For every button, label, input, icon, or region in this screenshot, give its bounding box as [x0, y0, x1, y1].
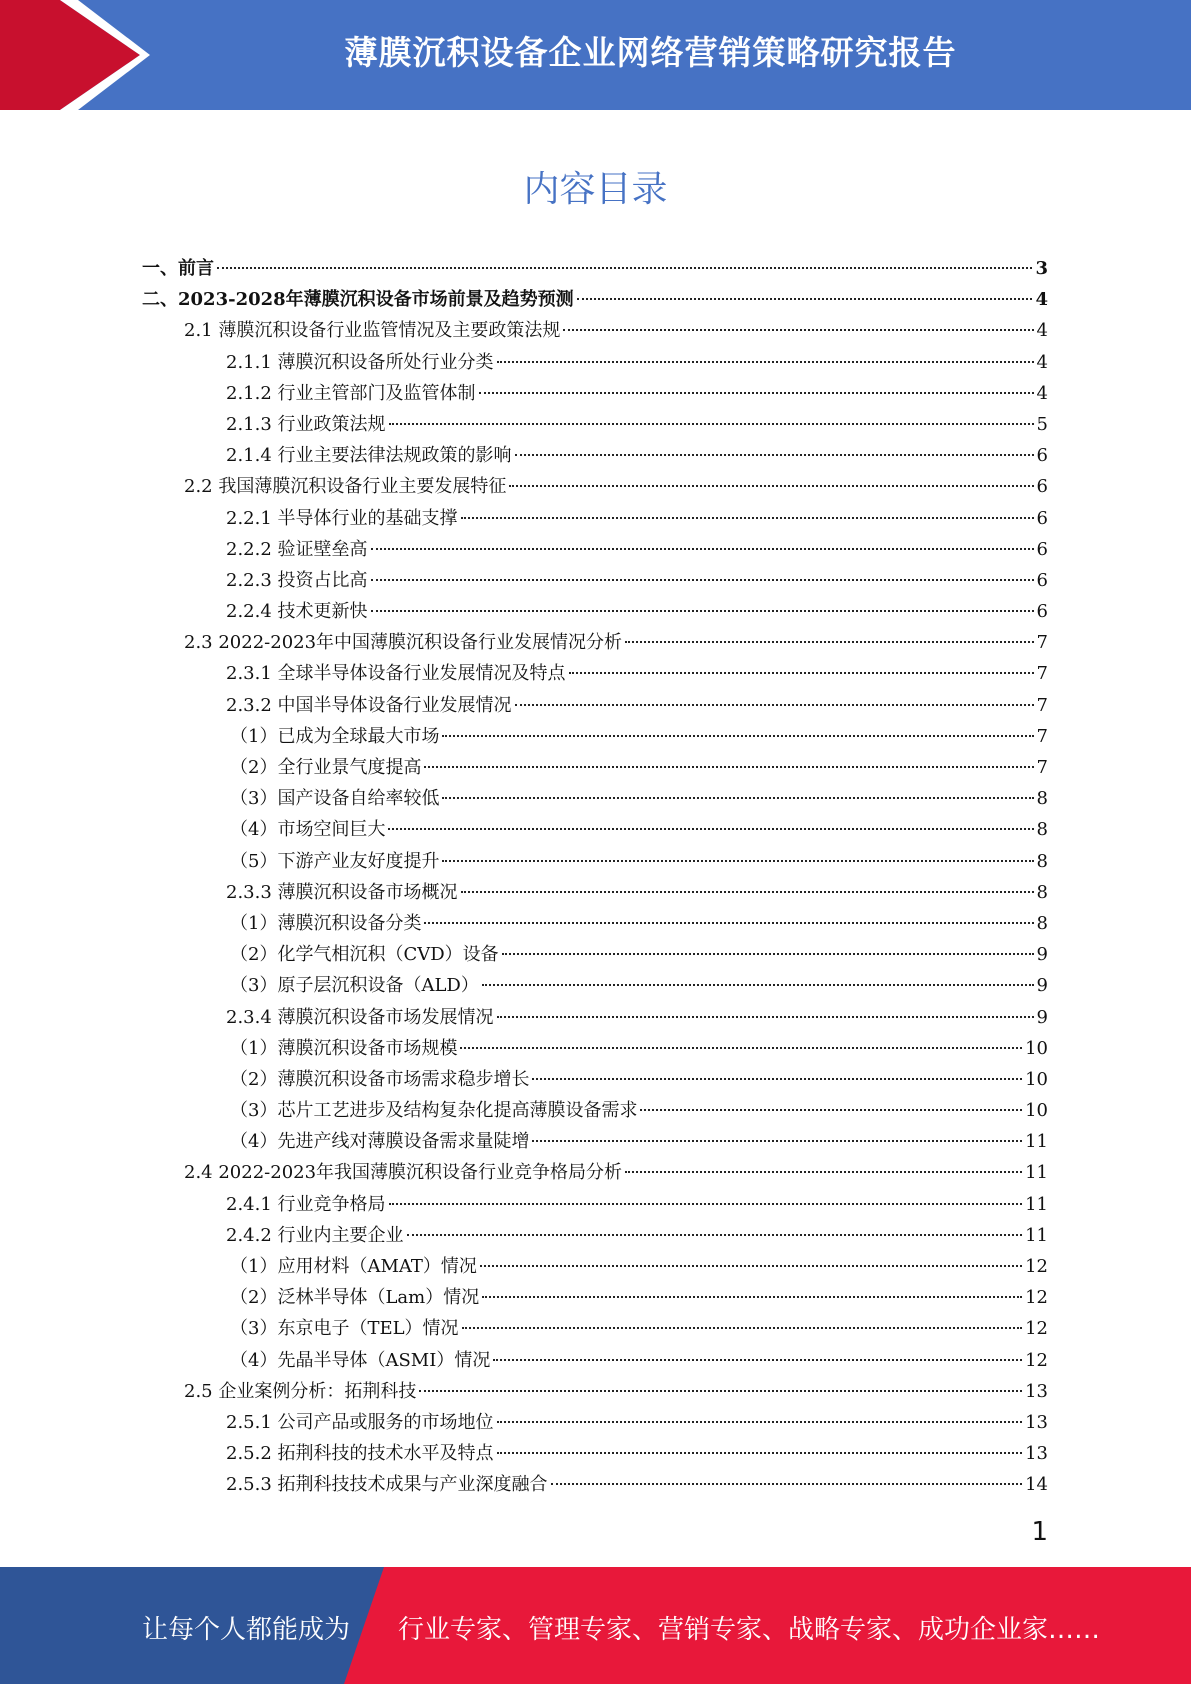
toc-entry-page: 6 [1036, 601, 1048, 623]
toc-dot-leader [509, 485, 1033, 487]
toc-entry-page: 9 [1036, 975, 1048, 997]
toc-dot-leader [461, 517, 1034, 519]
footer-banner [0, 1567, 1191, 1684]
toc-entry-page: 14 [1025, 1474, 1048, 1496]
toc-entry-page: 4 [1035, 289, 1048, 311]
toc-entry-title: 2.5.3 拓荆科技技术成果与产业深度融合 [226, 1474, 548, 1496]
toc-entry[interactable] [142, 378, 1048, 409]
toc-entry[interactable] [142, 503, 1048, 534]
toc-entry[interactable] [142, 1407, 1048, 1438]
toc-dot-leader [482, 1296, 1022, 1298]
toc-heading: 内容目录 [523, 169, 668, 210]
toc-entry[interactable] [142, 347, 1048, 378]
toc-entry[interactable] [142, 970, 1048, 1001]
toc-entry-title: 2.2.3 投资占比高 [226, 569, 368, 591]
toc-entry-title: 2.5.2 拓荆科技的技术水平及特点 [226, 1443, 494, 1465]
toc-entry[interactable] [142, 1095, 1048, 1126]
toc-dot-leader [515, 454, 1034, 456]
toc-entry-page: 4 [1036, 320, 1048, 342]
toc-entry-title: 2.1.1 薄膜沉积设备所处行业分类 [226, 351, 494, 373]
toc-entry[interactable] [142, 1282, 1048, 1313]
toc-dot-leader [515, 704, 1034, 706]
toc-entry-page: 8 [1036, 881, 1048, 903]
toc-entry-title: 一、前言 [142, 258, 214, 279]
toc-dot-leader [442, 735, 1033, 737]
toc-entry-page: 9 [1036, 944, 1048, 966]
toc-dot-leader [551, 1483, 1023, 1485]
toc-entry-page: 12 [1025, 1256, 1048, 1277]
toc-dot-leader [497, 1452, 1023, 1454]
toc-entry-title: 2.4.2 行业内主要企业 [226, 1224, 404, 1246]
toc-entry[interactable] [142, 565, 1048, 596]
toc-dot-leader [461, 891, 1034, 893]
toc-entry[interactable] [142, 1376, 1048, 1407]
toc-dot-leader [424, 922, 1033, 924]
toc-entry-title: （4）先进产线对薄膜设备需求量陡增 [230, 1131, 530, 1153]
toc-entry-page: 10 [1025, 1100, 1048, 1122]
toc-entry[interactable] [142, 315, 1048, 346]
toc-dot-leader [493, 1359, 1022, 1361]
toc-dot-leader [460, 1047, 1022, 1049]
toc-entry-page: 9 [1036, 1006, 1048, 1028]
toc-dot-leader [563, 329, 1033, 331]
toc-dot-leader [462, 1327, 1023, 1329]
toc-dot-leader [569, 672, 1034, 674]
toc-entry[interactable] [142, 284, 1048, 315]
report-title: 薄膜沉积设备企业网络营销策略研究报告 [344, 33, 957, 72]
toc-entry[interactable] [142, 752, 1048, 783]
toc-dot-leader [532, 1078, 1022, 1080]
toc-entry[interactable] [142, 253, 1048, 284]
toc-entry[interactable] [142, 1157, 1048, 1188]
toc-entry[interactable] [142, 1002, 1048, 1033]
toc-dot-leader [371, 579, 1034, 581]
toc-entry-title: （2）全行业景气度提高 [230, 757, 422, 778]
toc-dot-leader [480, 1265, 1022, 1267]
toc-entry-page: 7 [1036, 632, 1048, 654]
toc-entry-page: 3 [1035, 258, 1048, 279]
toc-entry-title: 2.3.2 中国半导体设备行业发展情况 [226, 694, 512, 716]
toc-entry[interactable] [142, 939, 1048, 970]
toc-dot-leader [497, 361, 1034, 363]
toc-dot-leader [389, 423, 1034, 425]
toc-entry[interactable] [142, 721, 1048, 752]
toc-entry[interactable] [142, 1033, 1048, 1064]
toc-entry[interactable] [142, 1313, 1048, 1344]
toc-entry[interactable] [142, 1345, 1048, 1376]
toc-entry[interactable] [142, 409, 1048, 440]
toc-entry-title: （1）应用材料（AMAT）情况 [230, 1256, 477, 1277]
toc-entry[interactable] [142, 783, 1048, 814]
toc-entry-title: （2）薄膜沉积设备市场需求稳步增长 [230, 1068, 530, 1090]
toc-entry-page: 11 [1025, 1162, 1048, 1184]
toc-entry[interactable] [142, 1126, 1048, 1157]
toc-dot-leader [424, 766, 1033, 768]
toc-entry-title: 2.5.1 公司产品或服务的市场地位 [226, 1411, 494, 1433]
header-chevron-decoration [0, 0, 160, 110]
toc-dot-leader [217, 267, 1032, 269]
toc-entry-page: 8 [1036, 788, 1048, 810]
toc-entry[interactable] [142, 877, 1048, 908]
toc-dot-leader [482, 984, 1034, 986]
toc-entry[interactable] [142, 814, 1048, 845]
toc-entry-page: 7 [1036, 725, 1048, 747]
toc-dot-leader [640, 1109, 1022, 1111]
toc-entry-page: 12 [1025, 1287, 1048, 1309]
toc-entry-title: （3）原子层沉积设备（ALD） [230, 975, 479, 997]
toc-entry-page: 10 [1025, 1068, 1048, 1090]
toc-entry-page: 11 [1025, 1193, 1048, 1215]
toc-entry-page: 8 [1036, 912, 1048, 934]
toc-entry-page: 13 [1025, 1380, 1048, 1402]
toc-entry[interactable] [142, 534, 1048, 565]
toc-dot-leader [419, 1390, 1022, 1392]
toc-entry[interactable] [142, 1251, 1048, 1282]
toc-entry-title: 2.3.1 全球半导体设备行业发展情况及特点 [226, 663, 566, 685]
toc-entry-page: 12 [1025, 1318, 1048, 1340]
toc-entry-title: （5）下游产业友好度提升 [230, 850, 440, 872]
toc-entry-page: 10 [1025, 1037, 1048, 1059]
toc-dot-leader [625, 641, 1034, 643]
toc-dot-leader [479, 392, 1034, 394]
toc-entry-title: （3）国产设备自给率较低 [230, 788, 440, 810]
toc-entry[interactable] [142, 1220, 1048, 1251]
toc-entry[interactable] [142, 658, 1048, 689]
toc-dot-leader [388, 828, 1033, 830]
toc-dot-leader [625, 1171, 1022, 1173]
toc-dot-leader [502, 953, 1034, 955]
toc-entry-title: （3）东京电子（TEL）情况 [230, 1318, 459, 1340]
toc-entry-title: 2.5 企业案例分析：拓荆科技 [184, 1380, 417, 1402]
toc-entry-page: 13 [1025, 1443, 1048, 1465]
toc-entry-page: 6 [1036, 569, 1048, 591]
toc-dot-leader [407, 1234, 1023, 1236]
toc-entry-title: （2）化学气相沉积（CVD）设备 [230, 944, 499, 966]
toc-entry-title: 2.1.3 行业政策法规 [226, 413, 386, 435]
toc-entry[interactable] [142, 1469, 1048, 1500]
footer-slogan-right: 行业专家、管理专家、营销专家、战略专家、成功企业家…… [398, 1615, 1101, 1645]
toc-dot-leader [497, 1421, 1023, 1423]
footer-slogan-left: 让每个人都能成为 [142, 1615, 351, 1645]
toc-entry-title: 2.2.4 技术更新快 [226, 601, 368, 623]
toc-entry-title: 2.2.2 验证壁垒高 [226, 538, 368, 560]
toc-entry-page: 7 [1036, 757, 1048, 778]
toc-entry-page: 6 [1036, 538, 1048, 560]
toc-entry[interactable] [142, 596, 1048, 627]
toc-entry-title: 2.3.3 薄膜沉积设备市场概况 [226, 881, 458, 903]
toc-entry[interactable] [142, 1189, 1048, 1220]
toc-entry-page: 4 [1036, 382, 1048, 404]
toc-dot-leader [497, 1016, 1034, 1018]
toc-entry-title: 2.4 2022-2023年我国薄膜沉积设备行业竞争格局分析 [184, 1162, 623, 1184]
toc-entry-page: 6 [1036, 445, 1048, 467]
toc-entry-page: 13 [1025, 1411, 1048, 1433]
toc-entry-page: 12 [1025, 1349, 1048, 1371]
toc-entry-page: 8 [1036, 850, 1048, 872]
toc-entry-title: （1）薄膜沉积设备分类 [230, 912, 422, 934]
toc-entry-title: 2.1 薄膜沉积设备行业监管情况及主要政策法规 [184, 320, 561, 342]
toc-entry-page: 6 [1036, 507, 1048, 529]
toc-entry-page: 7 [1036, 694, 1048, 716]
toc-entry[interactable] [142, 690, 1048, 721]
toc-entry-title: 2.3.4 薄膜沉积设备市场发展情况 [226, 1006, 494, 1028]
toc-entry-title: 2.2.1 半导体行业的基础支撑 [226, 507, 458, 529]
toc-entry-page: 8 [1036, 819, 1048, 841]
toc-entry-title: （3）芯片工艺进步及结构复杂化提高薄膜设备需求 [230, 1100, 638, 1122]
toc-entry[interactable] [142, 471, 1048, 502]
toc-entry-title: 2.3 2022-2023年中国薄膜沉积设备行业发展情况分析 [184, 632, 623, 654]
toc-entry-page: 6 [1036, 476, 1048, 498]
toc-dot-leader [577, 298, 1033, 300]
toc-dot-leader [532, 1140, 1022, 1142]
table-of-contents [142, 253, 1048, 1501]
toc-entry-title: 2.1.2 行业主管部门及监管体制 [226, 382, 476, 404]
toc-dot-leader [371, 610, 1034, 612]
toc-dot-leader [442, 860, 1033, 862]
toc-entry-title: 2.2 我国薄膜沉积设备行业主要发展特征 [184, 476, 507, 498]
toc-entry-page: 4 [1036, 351, 1048, 373]
toc-entry[interactable] [142, 627, 1048, 658]
toc-entry-title: （4）先晶半导体（ASMI）情况 [230, 1349, 491, 1371]
toc-entry[interactable] [142, 1438, 1048, 1469]
toc-entry[interactable] [142, 846, 1048, 877]
toc-entry-title: 2.1.4 行业主要法律法规政策的影响 [226, 445, 512, 467]
report-header [0, 0, 1191, 110]
toc-entry-title: （2）泛林半导体（Lam）情况 [230, 1287, 480, 1309]
toc-entry-title: 二、2023-2028年薄膜沉积设备市场前景及趋势预测 [142, 289, 574, 311]
toc-entry-title: （4）市场空间巨大 [230, 819, 386, 841]
toc-entry[interactable] [142, 1064, 1048, 1095]
toc-entry-page: 7 [1036, 663, 1048, 685]
page-number: 1 [1031, 1517, 1048, 1547]
toc-dot-leader [389, 1203, 1023, 1205]
toc-entry-page: 11 [1025, 1131, 1048, 1153]
toc-dot-leader [371, 548, 1034, 550]
toc-entry[interactable] [142, 908, 1048, 939]
toc-entry-title: （1）已成为全球最大市场 [230, 725, 440, 747]
toc-entry-title: 2.4.1 行业竞争格局 [226, 1193, 386, 1215]
toc-entry[interactable] [142, 440, 1048, 471]
toc-entry-page: 5 [1036, 413, 1048, 435]
toc-entry-title: （1）薄膜沉积设备市场规模 [230, 1037, 458, 1059]
toc-entry-page: 11 [1025, 1224, 1048, 1246]
toc-dot-leader [442, 797, 1033, 799]
